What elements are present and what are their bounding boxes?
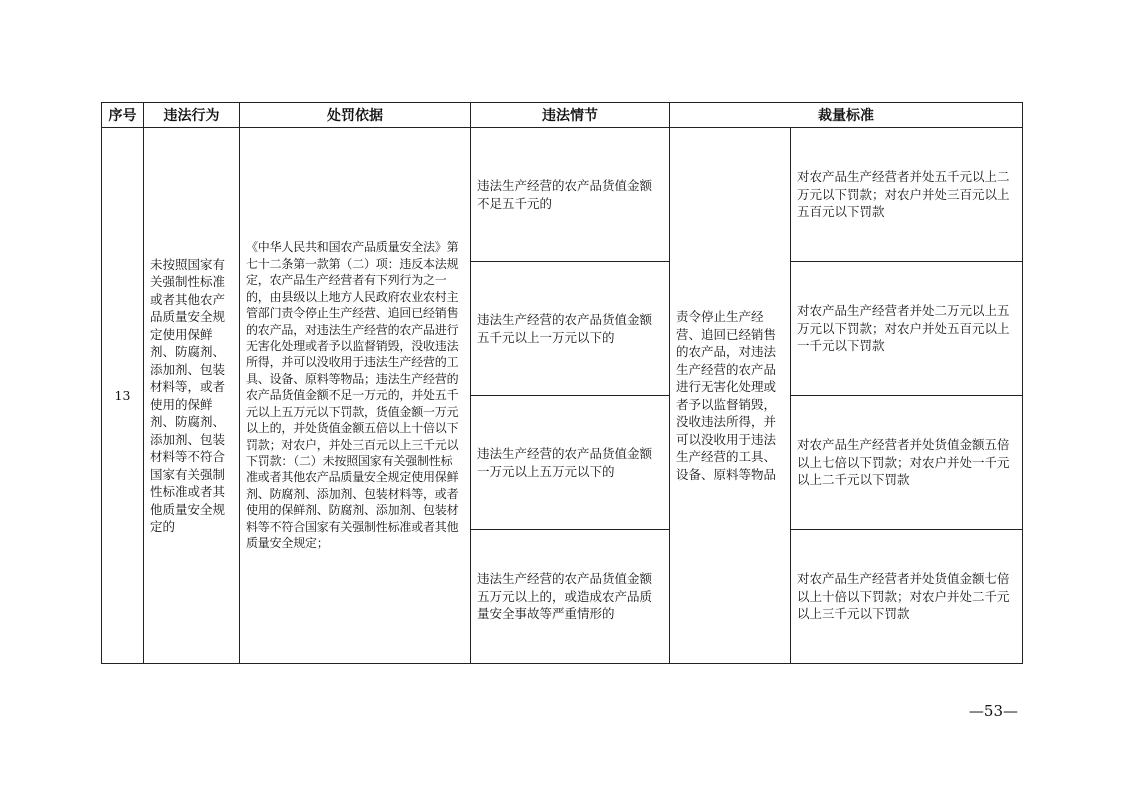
basis-cell: 《中华人民共和国农产品质量安全法》第七十二条第一款第（二）项：违反本法规定，农产品生产经营者有下列行为之一的，由县级以上地方人民政府农业农村主管部门责令停止生产经营、追回已经销售的农产品，对违法生产经营的农产品进行无害化处理或者予以监督销毁，没收违法所得，并可以没收用于违法生产经营的工具、设备、原料等物品；违法生产经营的农产品货值金额不足一万元的，并处五千元以上五万元以下罚款，货值金额一万元以上的，并处货值金额五倍以上十倍以下罚款；对农户，并处三百元以上三千元以下罚款：（二）未按照国家有关强制性标准或者其他农产品质量安全规定使用保鲜剂、防腐剂、添加剂、包装材料等，或者使用的保鲜剂、防腐剂、添加剂、包装材料等不符合国家有关强制性标准或者其他质量安全规定； [240,128,471,664]
header-standard: 裁量标准 [670,103,1023,128]
page-number: —53— [968,702,1018,720]
standard-cell-4: 对农产品生产经营者并处货值金额七倍以上十倍以下罚款；对农户并处二千元以上三千元以下罚款 [791,530,1023,664]
circumstance-cell-3: 违法生产经营的农产品货值金额一万元以上五万元以下的 [471,396,670,530]
act-cell: 未按照国家有关强制性标准或者其他农产品质量安全规定使用保鲜剂、防腐剂、添加剂、包装材料等，或者使用的保鲜剂、防腐剂、添加剂、包装材料等不符合国家有关强制性标准或者其他质量安全规定的 [144,128,240,664]
standard-cell-3: 对农产品生产经营者并处货值金额五倍以上七倍以下罚款；对农户并处一千元以上二千元以下罚款 [791,396,1023,530]
standard-cell-1: 对农产品生产经营者并处五千元以上二万元以下罚款；对农户并处三百元以上五百元以下罚款 [791,128,1023,262]
table-row [102,128,1023,262]
header-row [102,103,1023,128]
standard-cell-2: 对农产品生产经营者并处二万元以上五万元以下罚款；对农户并处五百元以上一千元以下罚款 [791,262,1023,396]
common-measure-cell: 责令停止生产经营、追回已经销售的农产品，对违法生产经营的农产品进行无害化处理或者予以监督销毁，没收违法所得，并可以没收用于违法生产经营的工具、设备、原料等物品 [670,128,791,664]
circumstance-cell-1: 违法生产经营的农产品货值金额不足五千元的 [471,128,670,262]
circumstance-cell-4: 违法生产经营的农产品货值金额五万元以上的，或造成农产品质量安全事故等严重情形的 [471,530,670,664]
header-act: 违法行为 [144,103,240,128]
header-circumstance: 违法情节 [471,103,670,128]
header-basis: 处罚依据 [240,103,471,128]
header-seq: 序号 [102,103,144,128]
circumstance-cell-2: 违法生产经营的农产品货值金额五千元以上一万元以下的 [471,262,670,396]
seq-cell: 13 [102,128,144,664]
penalty-table [101,102,1023,664]
